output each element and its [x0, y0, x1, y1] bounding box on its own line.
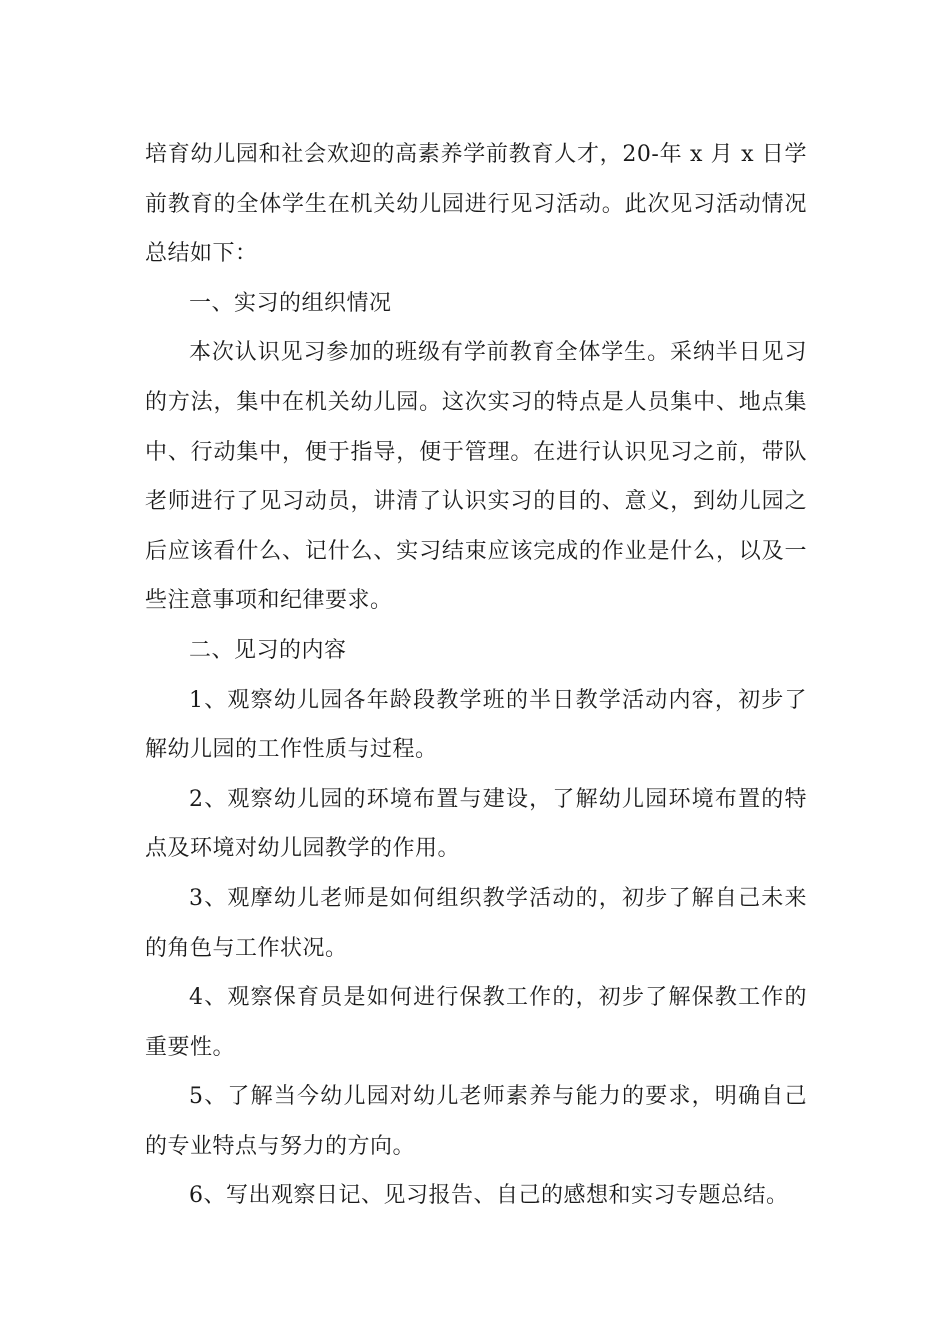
content-item-5: 5、了解当今幼儿园对幼儿老师素养与能力的要求，明确自己的专业特点与努力的方向。	[145, 1084, 807, 1159]
section-heading-organization: 一、实习的组织情况	[189, 290, 392, 316]
section-heading-content: 二、见习的内容	[189, 637, 347, 663]
document-body	[145, 130, 807, 1221]
content-item-1: 1、观察幼儿园各年龄段教学班的半日教学活动内容，初步了解幼儿园的工作性质与过程。	[145, 687, 807, 763]
content-item-3: 3、观摩幼儿老师是如何组织教学活动的，初步了解自己未来的角色与工作状况。	[145, 885, 807, 961]
intro-paragraph: 培育幼儿园和社会欢迎的高素养学前教育人才，20-年 x 月 x 日学前教育的全体学生在机关幼儿园进行见习活动。此次见习活动情况总结如下：	[145, 142, 807, 267]
content-item-2: 2、观察幼儿园的环境布置与建设，了解幼儿园环境布置的特点及环境对幼儿园教学的作用。	[145, 786, 807, 862]
content-item-6: 6、写出观察日记、见习报告、自己的感想和实习专题总结。	[189, 1183, 789, 1209]
organization-paragraph: 本次认识见习参加的班级有学前教育全体学生。采纳半日见习的方法，集中在机关幼儿园。这次实习的特点是人员集中、地点集中、行动集中，便于指导，便于管理。在进行认识见习之前，带队老师进行了见习动员，讲清了认识实习的目的、意义，到幼儿园之后应该看什么、记什么、实习结束应该完成的作业是什么，以及一些注意事项和纪律要求。	[145, 340, 807, 614]
content-item-4: 4、观察保育员是如何进行保教工作的，初步了解保教工作的重要性。	[145, 985, 807, 1060]
